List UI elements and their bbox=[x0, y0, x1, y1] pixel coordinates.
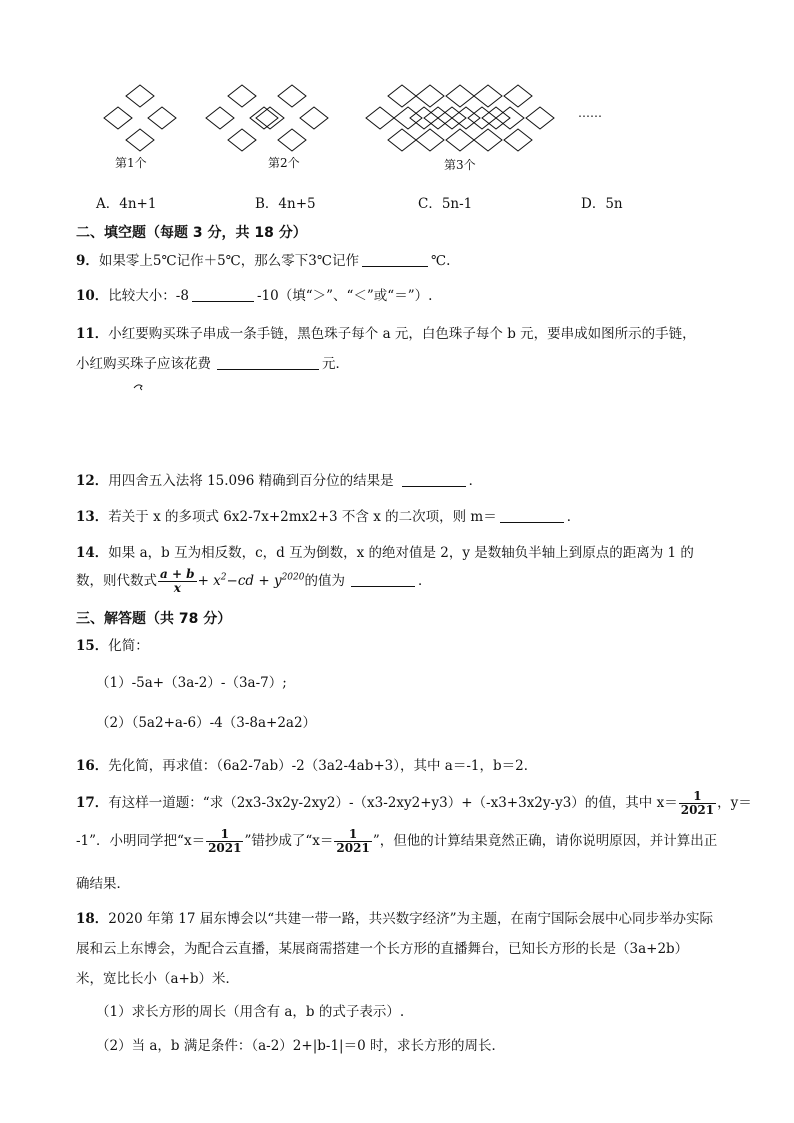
diamond-shape bbox=[446, 129, 474, 151]
q13-answer-blank[interactable] bbox=[500, 508, 564, 523]
diamond-shape bbox=[206, 107, 234, 129]
question-15-part2: （2）（5a2+a-6）-4（3-8a+2a2） bbox=[96, 715, 317, 731]
question-14-line2: 数，则代数式 $\frac{a + b}{x}$ + $x^2-cd + y^{2020}$的值为 ． bbox=[76, 567, 432, 595]
diamond-shape bbox=[126, 85, 154, 107]
question-18: 18．2020 年第 17 届东博会以“共建一带一路，共兴数字经济”为主题，在南宁国际会展中心同步举办实际 bbox=[76, 911, 714, 927]
diamond-shape bbox=[526, 107, 554, 129]
diamond-shape bbox=[278, 129, 306, 151]
question-13: 13．若关于 x 的多项式 6x2-7x+2mx2+3 不含 x 的二次项，则 m＝ ． bbox=[76, 509, 581, 525]
diamond-shape bbox=[228, 129, 256, 151]
q14-answer-blank[interactable] bbox=[351, 572, 415, 587]
question-10: 10．比较大小：-8 -10（填“＞”、“＜”或“＝”）. bbox=[76, 288, 433, 304]
question-11-line2: 小红购买珠子应该花费 元． bbox=[76, 356, 349, 372]
question-15-part1: （1）-5a+（3a-2）-（3a-7）; bbox=[96, 675, 287, 691]
diamond-shape bbox=[474, 85, 502, 107]
question-16: 16．先化简，再求值：（6a2-7ab）-2（3a2-4ab+3），其中 a＝-1，b＝2． bbox=[76, 758, 538, 774]
question-14: 14．如果 a，b 互为相反数，c，d 互为倒数，x 的绝对值是 2，y 是数轴负半轴上到原点的距离为 1 的 bbox=[76, 545, 694, 561]
q8-option-b: B．4n+5 bbox=[255, 196, 316, 212]
diamond-shape bbox=[416, 85, 444, 107]
question-18-part2: （2）当 a，b 满足条件：（a-2）2+|b-1|＝0 时，求长方形的周长． bbox=[96, 1038, 505, 1054]
q17-fraction-1: $\frac{1}{2021}$ bbox=[680, 789, 715, 817]
diamond-shape bbox=[504, 129, 532, 151]
question-15: 15．化简： bbox=[76, 638, 149, 654]
diamond-shape bbox=[366, 107, 394, 129]
question-17-line2: -1”．小明同学把“x＝ $\frac{1}{2021}$ ”错抄成了“x＝ $\frac{1}{2021}$ ”，但他的计算结果竟然正确，请你说明原因，并计算出正 bbox=[76, 827, 718, 855]
question-12: 12．用四舍五入法将 15.096 精确到百分位的结果是 ． bbox=[76, 473, 483, 489]
question-18-line3: 米，宽比长小（a+b）米． bbox=[76, 971, 240, 987]
diamond-shape bbox=[394, 107, 422, 129]
diamond-shape bbox=[278, 85, 306, 107]
figure-ellipsis: …… bbox=[578, 106, 602, 120]
question-11: 11．小红要购买珠子串成一条手链，黑色珠子每个 a 元，白色珠子每个 b 元，要串成如图所示的手链， bbox=[76, 326, 696, 342]
diamond-pattern-figure bbox=[0, 70, 620, 180]
q17-fraction-3: $\frac{1}{2021}$ bbox=[336, 827, 370, 855]
question-18-part1: （1）求长方形的周长（用含有 a，b 的式子表示）. bbox=[96, 1004, 405, 1020]
figure-caption-1: 第1个 bbox=[115, 156, 147, 170]
diamond-shape bbox=[446, 85, 474, 107]
section-2-title: 二、填空题（每题 3 分，共 18 分） bbox=[76, 225, 307, 241]
diamond-shape bbox=[504, 85, 532, 107]
q8-option-d: D．5n bbox=[581, 196, 623, 212]
diamond-shape bbox=[388, 85, 416, 107]
figure-caption-2: 第2个 bbox=[268, 156, 300, 170]
diamond-shape bbox=[148, 107, 176, 129]
diamond-shape bbox=[300, 107, 328, 129]
diamond-shape bbox=[126, 129, 154, 151]
q17-fraction-2: $\frac{1}{2021}$ bbox=[208, 827, 242, 855]
diamond-shape bbox=[474, 129, 502, 151]
question-18-line2: 展和云上东博会，为配合云直播，某展商需搭建一个长方形的直播舞台，已知长方形的长是（3a+2b） bbox=[76, 941, 689, 957]
figure-caption-3: 第3个 bbox=[444, 158, 476, 172]
question-17: 17．有这样一道题：“求（2x3-3x2y-2xy2）-（x3-2xy2+y3）+（-x3+3x2y-y3）的值，其中 x＝ $\frac{1}{2021}$ ，y＝ bbox=[76, 789, 752, 817]
q8-option-c: C．5n-1 bbox=[418, 196, 473, 212]
diamond-shape bbox=[416, 129, 444, 151]
q8-option-a: A．4n+1 bbox=[96, 196, 157, 212]
q12-answer-blank[interactable] bbox=[402, 472, 466, 487]
question-9: 9．如果零上5℃记作＋5℃，那么零下3℃记作 ℃. bbox=[76, 253, 451, 269]
bracelet-figure bbox=[92, 380, 182, 452]
diamond-shape bbox=[104, 107, 132, 129]
question-17-line3: 确结果． bbox=[76, 876, 130, 892]
q14-fraction: $\frac{a + b}{x}$ bbox=[160, 567, 195, 595]
diamond-shape bbox=[228, 85, 256, 107]
diamond-shape bbox=[388, 129, 416, 151]
q11-answer-blank[interactable] bbox=[217, 355, 319, 370]
q10-answer-blank[interactable] bbox=[192, 287, 254, 302]
section-3-title: 三、解答题（共 78 分） bbox=[76, 611, 232, 627]
q9-answer-blank[interactable] bbox=[362, 252, 428, 267]
